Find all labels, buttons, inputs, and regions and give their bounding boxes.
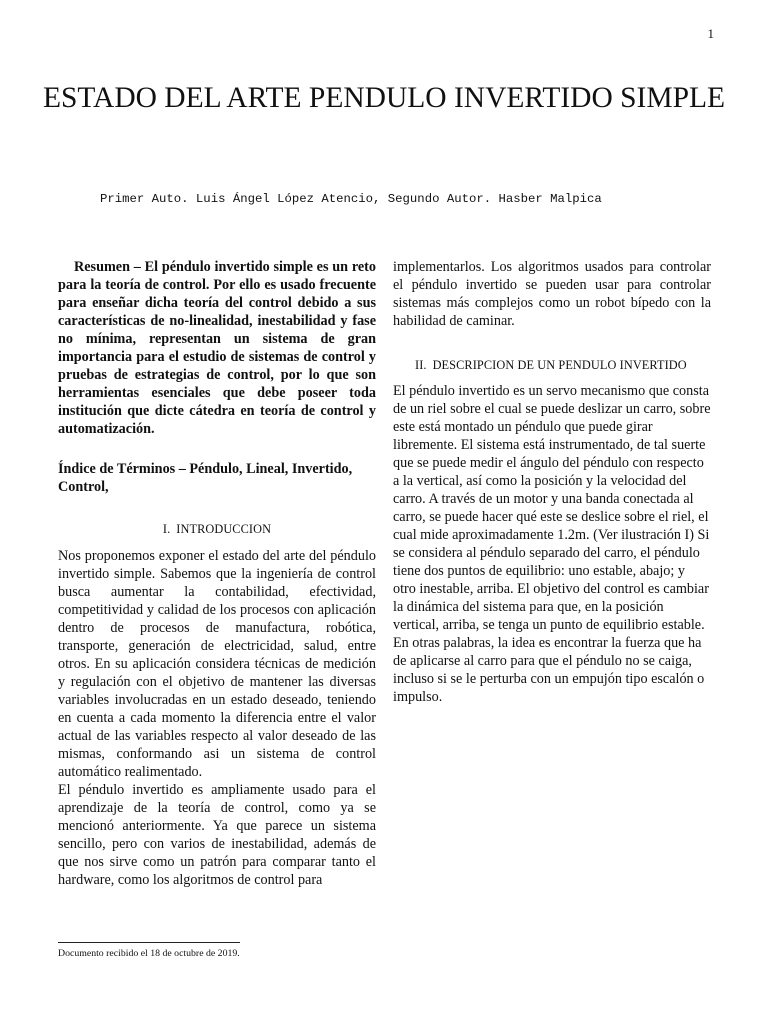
section-title: INTRODUCCION xyxy=(176,522,272,536)
abstract xyxy=(58,258,376,438)
section-heading-introduccion xyxy=(58,520,376,538)
section-number: II. xyxy=(415,358,427,372)
section-heading-descripcion xyxy=(393,356,711,374)
abstract-text: El péndulo invertido simple es un reto para la teoría de control. Por ello es usado frecuente para enseñar dicha teoría del control debido a sus características de no-linealidad, inestabilidad y fase no mínima, representan un sistema de gran importancia para el estudio de sistemas de control y pruebas de estrategias de control, por lo que son herramientas esenciales que debe poseer toda institución que dicte cátedra en teoría de control y automatización. xyxy=(58,259,376,437)
index-terms: Índice de Términos – Péndulo, Lineal, Invertido, Control, xyxy=(58,461,353,495)
footnote-divider xyxy=(58,942,240,943)
abstract-label: Resumen – xyxy=(74,259,141,275)
section-title: DESCRIPCION DE UN PENDULO INVERTIDO xyxy=(432,358,687,372)
paper-title: ESTADO DEL ARTE PENDULO INVERTIDO SIMPLE xyxy=(42,82,726,114)
page-number: 1 xyxy=(707,26,714,41)
author-line: Primer Auto. Luis Ángel López Atencio, Segundo Autor. Hasber Malpica xyxy=(100,192,602,206)
right-column xyxy=(393,258,711,706)
left-column xyxy=(58,258,376,889)
footnote: Documento recibido el 18 de octubre de 2019. xyxy=(58,948,240,959)
intro-paragraph-1: Nos proponemos exponer el estado del arte del péndulo invertido simple. Sabemos que la ingeniería de control busca aumentar la contabilidad, efectividad, competitividad y calidad de los procesos con aplicación dentro de procesos de manufactura, robótica, transporte, generación de electricidad, salud, entre otros. En su aplicación considera técnicas de medición y regulación con el objetivo de mantener las diversas variables involucradas en un estado deseado, teniendo en cuenta a cada momento la diferencia entre el valor actual de las variables respecto al valor deseado de las mismas, conformando asi un sistema de control automático realimentado. xyxy=(58,548,376,780)
intro-paragraph-3: implementarlos. Los algoritmos usados para controlar el péndulo invertido se pueden usar para controlar sistemas más complejos como un robot bípedo con la habilidad de caminar. xyxy=(393,259,711,329)
intro-paragraph-2: El péndulo invertido es ampliamente usado para el aprendizaje de la teoría de control, como ya se mencionó anteriormente. Ya que parece un sistema sencillo, pero con varios de inestabilidad, además de que nos sirve como un patrón para comparar tanto el hardware, como los algoritmos de control para xyxy=(58,782,376,888)
descripcion-paragraph-1: El péndulo invertido es un servo mecanismo que consta de un riel sobre el cual se puede deslizar un carro, sobre este está montado un péndulo que puede girar libremente. El sistema está instrumentado, de tal suerte que se puede medir el ángulo del péndulo con respecto a la vertical, así como la posición y la velocidad del carro. A través de un motor y una banda conectada al carro, se puede hacer qué este se deslice sobre el riel, el cual mide aproximadamente 1.2m. (Ver ilustración I) Si se considera al péndulo separado del carro, el péndulo tiene dos puntos de equilibrio: uno estable, abajo; y otro inestable, arriba. El objetivo del control es cambiar la dinámica del sistema para que, en la posición vertical, arriba, se tenga un punto de equilibrio estable. En otras palabras, la idea es encontrar la fuerza que ha de aplicarse al carro para que el péndulo no se caiga, incluso si se le perturba con un empujón tipo escalón o impulso. xyxy=(393,383,711,705)
section-number: I. xyxy=(162,522,171,536)
